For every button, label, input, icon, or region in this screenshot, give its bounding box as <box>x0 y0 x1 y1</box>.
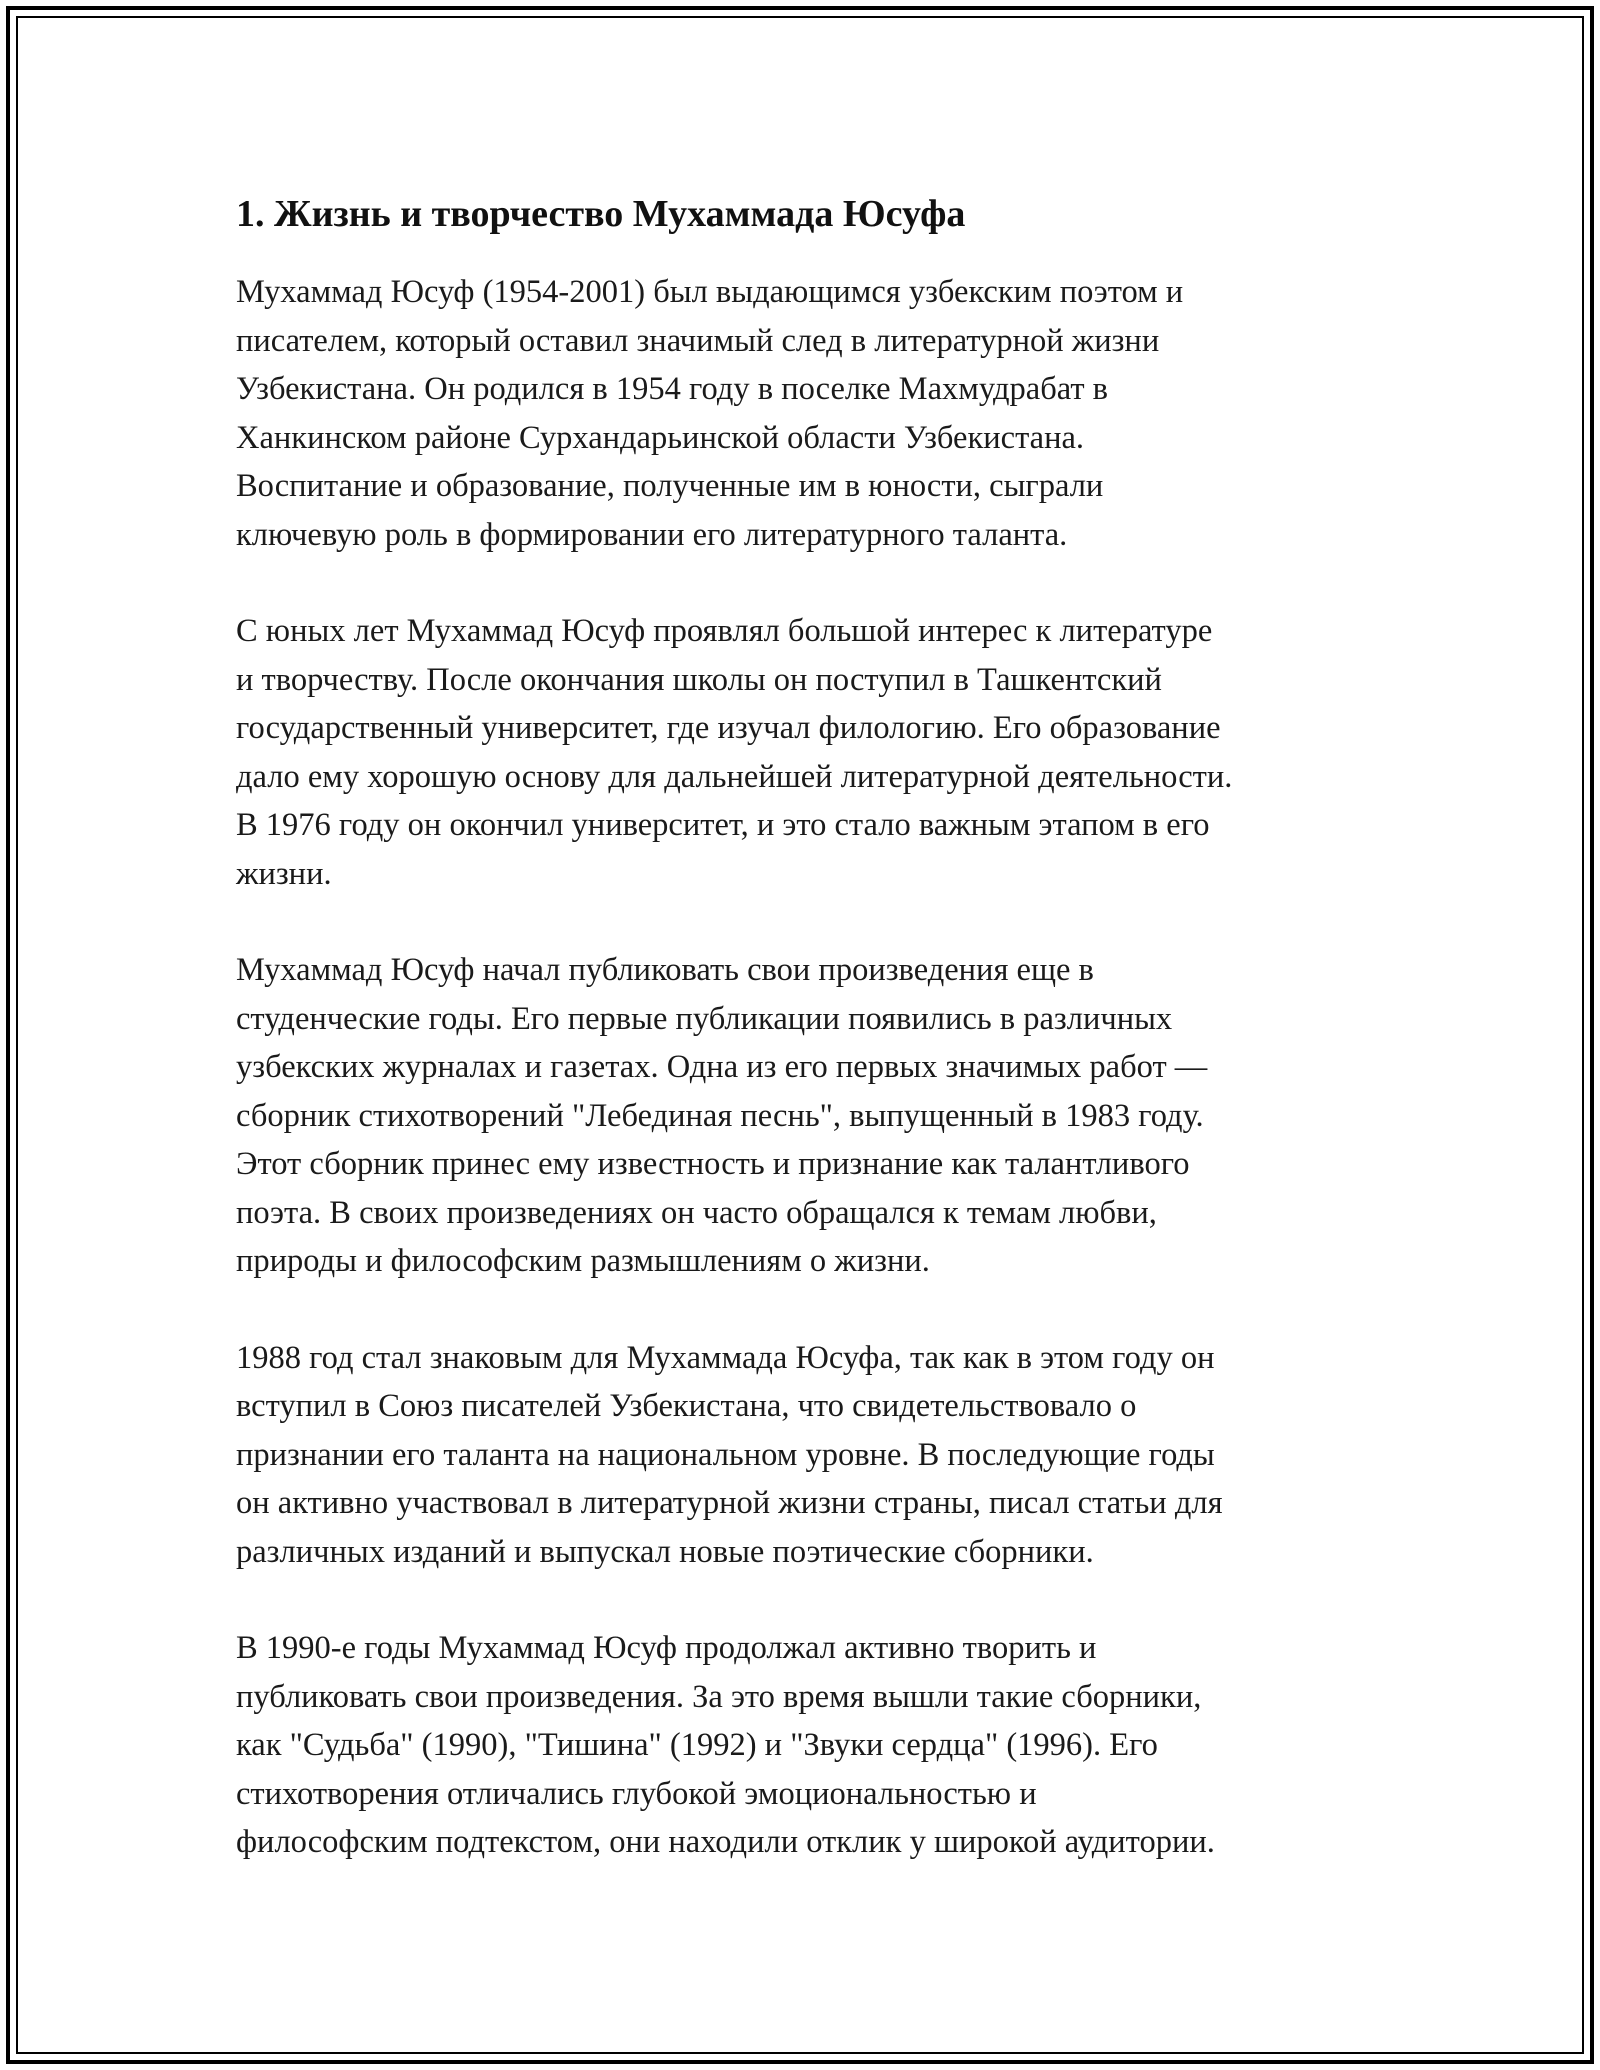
paragraph-line: сборник стихотворений "Лебединая песнь", выпущенный в 1983 году. <box>236 1097 1204 1134</box>
paragraph-line: государственный университет, где изучал филологию. Его образование <box>236 710 1221 746</box>
paragraph-line: ключевую роль в формировании его литературного таланта. <box>236 516 1068 553</box>
paragraph-line: как "Судьба" (1990), "Тишина" (1992) и "Звуки сердца" (1996). Его <box>236 1727 1158 1763</box>
paragraph-list <box>236 268 1386 1867</box>
paragraph-5 <box>236 1624 1386 1867</box>
paragraph-2 <box>236 607 1386 898</box>
paragraph-line: Ханкинском районе Сурхандарьинской области Узбекистана. <box>236 419 1085 456</box>
paragraph-line: В 1976 году он окончил университет, и это стало важным этапом в его <box>236 807 1210 843</box>
paragraph-line: публиковать свои произведения. За это время вышли такие сборники, <box>236 1678 1202 1715</box>
paragraph-line: вступил в Союз писателей Узбекистана, что свидетельствовало о <box>236 1388 1137 1424</box>
paragraph-3 <box>236 946 1386 1286</box>
paragraph-line: он активно участвовал в литературной жизни страны, писал статьи для <box>236 1485 1223 1521</box>
paragraph-line: природы и философским размышлениям о жизни. <box>236 1243 930 1279</box>
paragraph-line: философским подтекстом, они находили отклик у широкой аудитории. <box>236 1824 1215 1860</box>
paragraph-line: Мухаммад Юсуф начал публиковать свои произведения еще в <box>236 952 1094 988</box>
document-body <box>236 188 1386 1867</box>
paragraph-1 <box>236 268 1386 559</box>
paragraph-line: писателем, который оставил значимый след в литературной жизни <box>236 322 1160 359</box>
paragraph-4 <box>236 1334 1386 1577</box>
paragraph-line: 1988 год стал знаковым для Мухаммада Юсуфа, так как в этом году он <box>236 1339 1215 1376</box>
paragraph-line: Воспитание и образование, полученные им в юности, сыграли <box>236 468 1104 504</box>
paragraph-line: узбекских журналах и газетах. Одна из его первых значимых работ — <box>236 1049 1208 1085</box>
paragraph-line: жизни. <box>236 855 332 892</box>
paragraph-line: признании его таланта на национальном уровне. В последующие годы <box>236 1436 1215 1473</box>
paragraph-line: В 1990-е годы Мухаммад Юсуф продолжал активно творить и <box>236 1630 1097 1666</box>
paragraph-line: поэта. В своих произведениях он часто обращался к темам любви, <box>236 1194 1157 1231</box>
paragraph-line: и творчеству. После окончания школы он поступил в Ташкентский <box>236 661 1162 698</box>
paragraph-line: студенческие годы. Его первые публикации появились в различных <box>236 1000 1173 1037</box>
paragraph-line: различных изданий и выпускал новые поэтические сборники. <box>236 1533 1094 1570</box>
paragraph-line: С юных лет Мухаммад Юсуф проявлял большой интерес к литературе <box>236 613 1213 649</box>
section-heading: 1. Жизнь и творчество Мухаммада Юсуфа <box>236 193 966 235</box>
paragraph-line: дало ему хорошую основу для дальнейшей литературной деятельности. <box>236 758 1233 795</box>
paragraph-line: Этот сборник принес ему известность и признание как талантливого <box>236 1146 1190 1182</box>
paragraph-line: Узбекистана. Он родился в 1954 году в поселке Махмудрабат в <box>236 371 1109 407</box>
paragraph-line: Мухаммад Юсуф (1954-2001) был выдающимся узбекским поэтом и <box>236 274 1184 310</box>
paragraph-line: стихотворения отличались глубокой эмоциональностью и <box>236 1775 1037 1812</box>
